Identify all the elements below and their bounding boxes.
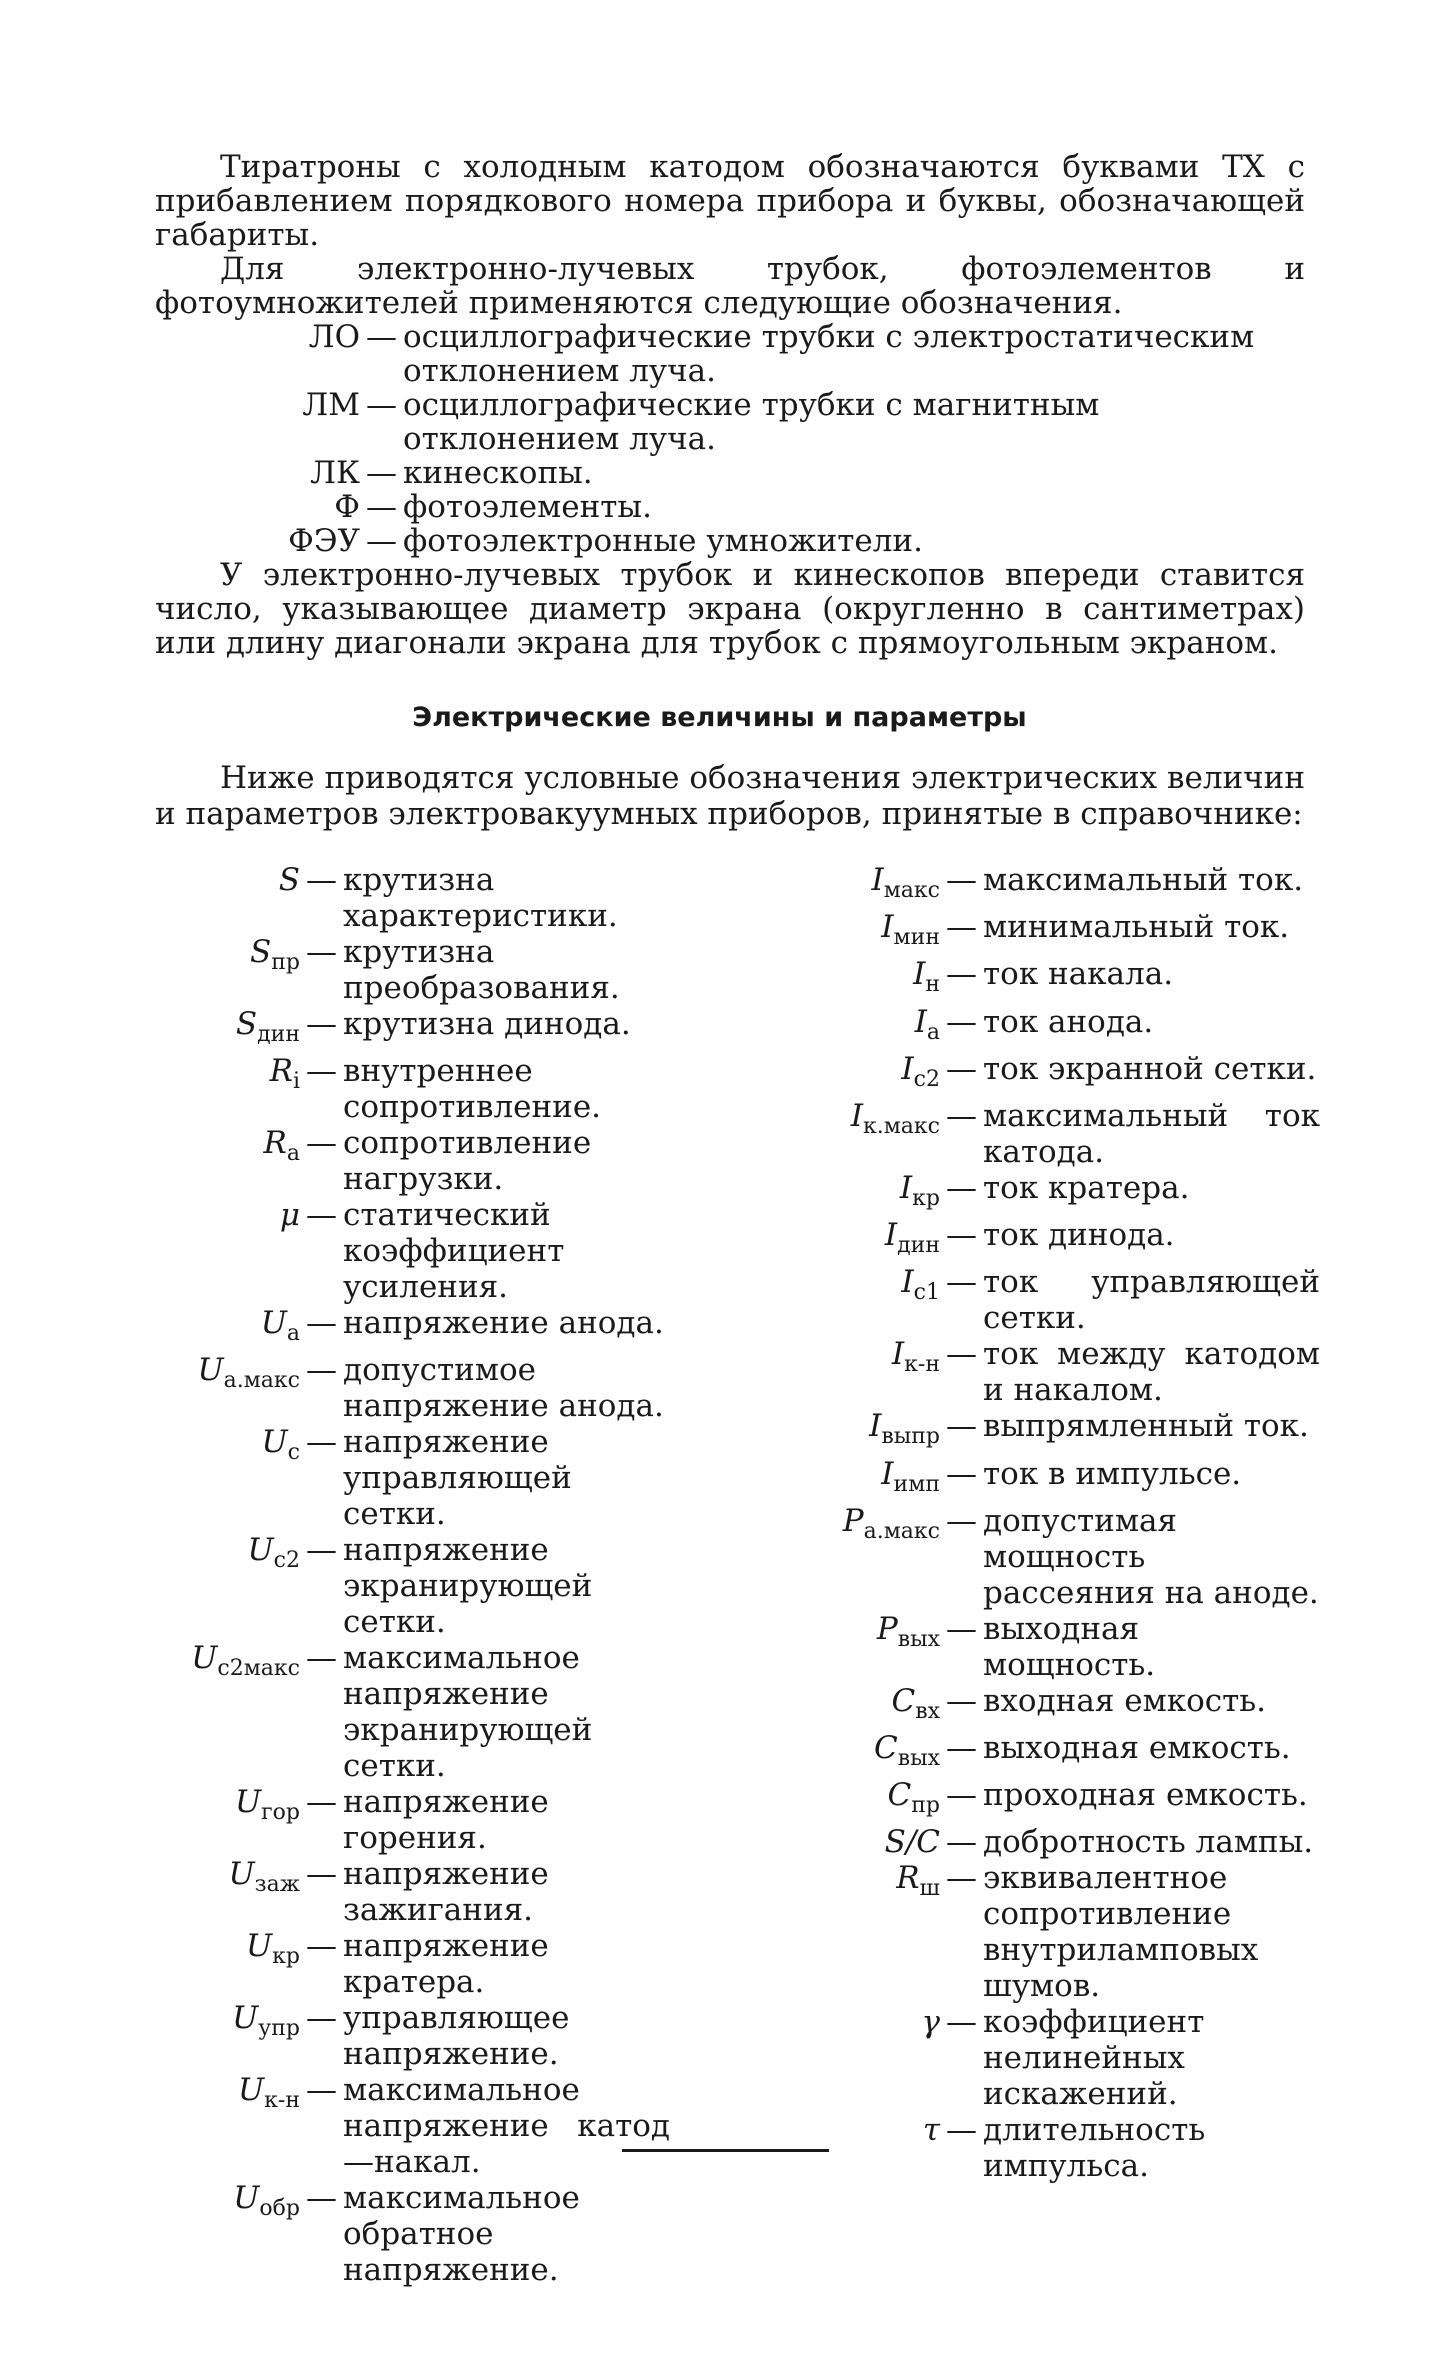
symbol-subscript: а <box>926 1019 940 1045</box>
symbol-letter: I <box>871 862 884 898</box>
symbol <box>800 1683 946 1730</box>
symbol-letter: U <box>247 1532 274 1569</box>
symbol-description: крутизна характеристики. <box>343 862 618 934</box>
symbol <box>800 1264 946 1336</box>
symbol <box>800 2004 946 2112</box>
symbol-subscript: гор <box>261 1800 300 1826</box>
symbol-letter: R <box>896 1860 920 1897</box>
symbol-entry <box>150 1928 670 2000</box>
abbreviation-key: ЛМ <box>302 387 360 423</box>
dash: — <box>366 455 397 491</box>
intro-paragraph-screen-size: У электронно-лучевых трубок и кинескопов впереди ставится число, указывающее диаметр экрана (округленно в сантиметрах) или длину диагонали экрана для трубок с прямоугольным экраном. <box>155 557 1305 661</box>
symbol-entry <box>800 1777 1320 1824</box>
symbol-description: ток динода. <box>983 1217 1175 1254</box>
symbol-description: допустимое напряжение анода. <box>343 1352 664 1425</box>
symbol-subscript: к-н <box>264 2088 300 2114</box>
symbol-description: проходная емкость. <box>983 1777 1308 1814</box>
symbol <box>800 1824 946 1860</box>
symbol-description: крутизна динода. <box>343 1006 631 1042</box>
dash: — <box>306 1784 337 1821</box>
symbol <box>150 1352 306 1424</box>
symbol-description: максимальное напряжение катод—накал. <box>343 2072 670 2181</box>
symbol-subscript: пр <box>911 1793 940 1819</box>
symbol-subscript: а.макс <box>223 1368 300 1394</box>
symbol-subscript: дин <box>897 1233 940 1259</box>
abbreviation-text: фотоэлементы. <box>403 489 652 525</box>
symbol-letter: I <box>850 1097 863 1134</box>
dash: — <box>366 319 397 355</box>
symbol <box>150 2180 306 2288</box>
symbol <box>800 1170 946 1217</box>
symbol-entry <box>800 1336 1320 1408</box>
symbol-subscript: вых <box>897 1626 940 1652</box>
dash: — <box>946 1729 977 1766</box>
symbol-entry <box>150 2000 670 2072</box>
symbol-subscript: выпр <box>881 1424 940 1450</box>
symbol-subscript: упр <box>258 2016 300 2042</box>
symbol-entry <box>150 862 670 934</box>
symbol-subscript: пр <box>271 950 300 976</box>
symbol <box>800 1777 946 1824</box>
dash: — <box>946 2112 977 2149</box>
section-heading: Электрические величины и параметры <box>412 702 1027 733</box>
symbol-subscript: заж <box>254 1872 300 1898</box>
symbol-description: ток экранной сетки. <box>983 1050 1317 1087</box>
dash: — <box>946 1264 977 1301</box>
symbol-description: длительность импульса. <box>983 2112 1206 2185</box>
symbol-description: ток накала. <box>983 956 1174 993</box>
symbol <box>150 1640 306 1784</box>
symbol-letter: S/C <box>884 1824 940 1861</box>
symbol-description: напряжение кратера. <box>343 1928 549 2001</box>
symbol-subscript: с1 <box>913 1280 940 1306</box>
symbol-description: напряжение зажигания. <box>343 1856 549 1929</box>
intro-paragraph-tubes: Для электронно-лучевых трубок, фотоэлементов и фотоумножителей применяются следующие обозначения. <box>155 251 1305 321</box>
abbreviation-text: осциллографические трубки с электростатическим отклонением луча. <box>403 319 1255 389</box>
symbol-subscript: а <box>286 1321 300 1347</box>
symbol-entry <box>800 1217 1320 1264</box>
symbol <box>800 956 946 1003</box>
symbol-entry <box>800 1611 1320 1683</box>
symbol-entry <box>150 1006 670 1053</box>
symbol <box>800 909 946 956</box>
symbols-column-right <box>800 862 1320 2184</box>
dash: — <box>946 1336 977 1373</box>
symbol-letter: U <box>261 1424 288 1461</box>
dash: — <box>946 1610 977 1647</box>
symbol-description: минимальный ток. <box>983 909 1290 946</box>
symbol-description: эквивалентное сопротивление внутриламповых шумов. <box>983 1860 1259 2005</box>
abbreviation-item <box>155 456 1305 490</box>
symbol-letter: R <box>263 1125 287 1162</box>
symbol-subscript: ш <box>919 1876 940 1902</box>
dash: — <box>946 956 977 993</box>
symbol <box>150 1197 306 1305</box>
symbol-entry <box>150 1856 670 1928</box>
symbol-subscript: обр <box>259 2196 300 2222</box>
symbol <box>150 1424 306 1532</box>
dash: — <box>946 1860 977 1897</box>
symbol-description: управляющее напряжение. <box>343 2000 570 2073</box>
symbol-description: входная емкость. <box>983 1682 1266 1719</box>
dash: — <box>946 1097 977 1134</box>
symbol-description: максимальный ток. <box>983 862 1304 898</box>
symbol-letter: I <box>881 1455 894 1492</box>
symbol-letter: U <box>197 1352 224 1389</box>
symbol-entry <box>150 1532 670 1640</box>
symbol <box>150 1856 306 1928</box>
abbreviation-key: ЛО <box>308 319 360 355</box>
symbol-entry <box>800 1503 1320 1611</box>
symbol-entry <box>150 1125 670 1197</box>
symbol <box>150 1305 306 1352</box>
symbol-letter: U <box>191 1640 218 1677</box>
symbol-description: сопротивление нагрузки. <box>343 1125 592 1198</box>
symbol-entry <box>150 2180 670 2288</box>
symbol-description: допустимая мощность рассеяния на аноде. <box>983 1502 1319 1611</box>
symbol-letter: I <box>891 1336 905 1373</box>
symbol-letter: R <box>269 1053 293 1090</box>
symbol-entry <box>150 1352 670 1424</box>
symbol-entry <box>800 1170 1320 1217</box>
symbol-description: ток кратера. <box>983 1169 1190 1206</box>
symbol-subscript: вх <box>915 1698 940 1724</box>
dash: — <box>366 387 397 423</box>
dash: — <box>946 909 977 946</box>
intro-paragraph-thyratrons: Тиратроны с холодным катодом обозначаются буквами ТХ с прибавлением порядкового номера прибора и буквы, обозначающей габариты. <box>155 149 1305 253</box>
dash: — <box>306 2072 337 2109</box>
symbol-entry <box>150 1424 670 1532</box>
dash: — <box>946 1824 977 1861</box>
abbreviation-item <box>155 320 1305 388</box>
symbol <box>800 862 946 909</box>
symbol-subscript: с2 <box>273 1548 300 1574</box>
symbol-letter: I <box>914 1003 927 1040</box>
symbol-letter: U <box>238 2072 265 2109</box>
symbol-letter: U <box>260 1305 287 1342</box>
symbol <box>800 1051 946 1098</box>
symbol-description: напряжение экранирующей сетки. <box>343 1532 593 1641</box>
symbol-description: напряжение горения. <box>343 1784 549 1857</box>
dash: — <box>306 1197 337 1234</box>
symbol-entry <box>150 1053 670 1125</box>
abbreviation-key: ЛК <box>310 455 360 491</box>
symbol-subscript: кр <box>912 1186 940 1212</box>
symbol-entry <box>150 934 670 1006</box>
symbol-letter: P <box>876 1610 898 1647</box>
symbol-entry <box>800 1860 1320 2004</box>
symbol-entry <box>800 909 1320 956</box>
symbol-description: ток управляющей сетки. <box>983 1264 1320 1337</box>
symbol <box>150 862 306 934</box>
dash: — <box>306 1006 337 1042</box>
abbreviation-key: ФЭУ <box>288 523 360 559</box>
symbol-letter: C <box>873 1729 898 1766</box>
symbol <box>150 1006 306 1053</box>
symbol-description: максимальное напряжение экранирующей сетки. <box>343 1640 593 1785</box>
symbol <box>800 1408 946 1455</box>
end-rule <box>622 2149 829 2152</box>
symbol-letter: U <box>235 1784 262 1821</box>
dash: — <box>946 1777 977 1814</box>
dash: — <box>366 489 397 525</box>
symbol-entry <box>800 1456 1320 1503</box>
symbol-description: крутизна преобразования. <box>343 934 620 1006</box>
symbol-subscript: кр <box>272 1944 300 1970</box>
dash: — <box>946 1050 977 1087</box>
symbol-entry <box>800 1051 1320 1098</box>
symbol <box>800 1611 946 1683</box>
symbol <box>800 1336 946 1408</box>
abbreviation-text: кинескопы. <box>403 455 593 491</box>
dash: — <box>366 523 397 559</box>
symbol-letter: μ <box>279 1197 300 1234</box>
dash: — <box>946 2004 977 2041</box>
dash: — <box>946 1169 977 1206</box>
intro-section <box>155 150 1305 660</box>
dash: — <box>946 1003 977 1040</box>
symbol-entry <box>150 1197 670 1305</box>
symbol-letter: I <box>913 956 926 993</box>
dash: — <box>306 1352 337 1389</box>
symbol-description: статический коэффициент усиления. <box>343 1197 565 1306</box>
symbol-description: добротность лампы. <box>983 1824 1314 1861</box>
symbol-description: внутреннее сопротивление. <box>343 1053 602 1126</box>
symbol <box>150 1928 306 2000</box>
dash: — <box>306 2180 337 2217</box>
symbol-entry <box>800 1683 1320 1730</box>
symbol-description: максимальный ток катода. <box>983 1097 1320 1170</box>
symbol <box>150 1784 306 1856</box>
symbol <box>150 2000 306 2072</box>
symbol <box>150 1053 306 1125</box>
symbol-subscript: макс <box>883 878 940 904</box>
abbreviation-text: осциллографические трубки с магнитным отклонением луча. <box>403 387 1100 457</box>
symbol-letter: U <box>232 2000 259 2037</box>
symbol-letter: C <box>891 1682 916 1719</box>
dash: — <box>306 1928 337 1965</box>
symbol-letter: I <box>884 1217 898 1254</box>
symbol-description: выходная мощность. <box>983 1610 1156 1683</box>
symbol-entry <box>150 2072 670 2180</box>
symbol-letter: S <box>235 1006 258 1042</box>
symbol <box>800 1456 946 1503</box>
symbol-subscript: с2 <box>913 1066 940 1092</box>
symbol-entry <box>150 1305 670 1352</box>
symbol <box>800 1217 946 1264</box>
symbol-letter: C <box>887 1777 912 1814</box>
dash: — <box>306 1053 337 1090</box>
symbol-subscript: а <box>286 1141 300 1167</box>
symbol-entry <box>800 2112 1320 2184</box>
dash: — <box>306 862 337 898</box>
dash: — <box>306 1640 337 1677</box>
symbol-letter: S <box>250 934 272 970</box>
abbreviation-item <box>155 524 1305 558</box>
symbol-entry <box>800 1264 1320 1336</box>
symbol-entry <box>150 1640 670 1784</box>
dash: — <box>946 1217 977 1254</box>
symbol-letter: U <box>228 1856 255 1893</box>
symbol-subscript: с2макс <box>217 1656 300 1682</box>
symbol-description: напряжение анода. <box>343 1305 664 1342</box>
symbol-entry <box>800 1730 1320 1777</box>
symbol-description: максимальное обратное напряжение. <box>343 2180 580 2289</box>
symbol-subscript: i <box>292 1069 300 1095</box>
symbol-subscript: вых <box>897 1746 940 1772</box>
symbol <box>800 1860 946 2004</box>
dash: — <box>306 1125 337 1162</box>
symbol <box>150 2072 306 2180</box>
symbol <box>800 1098 946 1170</box>
symbol-subscript: а.макс <box>863 1518 940 1544</box>
abbreviation-item <box>155 490 1305 524</box>
symbol-subscript: имп <box>893 1471 940 1497</box>
dash: — <box>306 934 337 970</box>
symbol-letter: τ <box>922 2112 940 2149</box>
symbol-description: ток анода. <box>983 1003 1154 1040</box>
dash: — <box>306 1532 337 1569</box>
symbol-letter: U <box>233 2180 260 2217</box>
symbol-entry <box>800 2004 1320 2112</box>
symbol-subscript: к.макс <box>862 1114 940 1140</box>
symbol-entry <box>800 1004 1320 1051</box>
dash: — <box>306 1305 337 1342</box>
symbol-entry <box>150 1784 670 1856</box>
dash: — <box>946 1408 977 1445</box>
abbreviation-text: фотоэлектронные умножители. <box>403 523 923 559</box>
symbol-letter: U <box>246 1928 273 1965</box>
symbol-subscript: мин <box>893 925 940 951</box>
symbol-description: коэффициент нелинейных искажений. <box>983 2004 1205 2113</box>
dash: — <box>946 1682 977 1719</box>
symbol-letter: I <box>899 1169 913 1206</box>
abbreviation-item <box>155 388 1305 456</box>
symbol-description: ток в импульсе. <box>983 1455 1242 1492</box>
symbol-entry <box>800 1408 1320 1455</box>
symbol-letter: S <box>278 862 300 898</box>
symbol <box>150 1125 306 1197</box>
abbreviation-key: Ф <box>334 489 360 525</box>
symbol-subscript: к-н <box>904 1352 940 1378</box>
symbol-description: выпрямленный ток. <box>983 1408 1309 1445</box>
symbol-subscript: н <box>925 972 940 998</box>
dash: — <box>946 1502 977 1539</box>
dash: — <box>306 1856 337 1893</box>
symbol-letter: γ <box>921 2004 940 2041</box>
symbol <box>150 934 306 1006</box>
abbreviation-list <box>155 320 1305 558</box>
symbol <box>800 1503 946 1611</box>
symbol-description: напряжение управляющей сетки. <box>343 1424 572 1533</box>
dash: — <box>306 1424 337 1461</box>
symbol-letter: I <box>881 909 894 946</box>
dash: — <box>946 1455 977 1492</box>
symbol <box>150 1532 306 1640</box>
symbol-entry <box>800 862 1320 909</box>
symbol <box>800 1730 946 1777</box>
dash: — <box>306 2000 337 2037</box>
symbol-letter: I <box>901 1050 914 1087</box>
symbol-description: ток между катодом и накалом. <box>983 1336 1320 1409</box>
symbol-description: выходная емкость. <box>983 1729 1291 1766</box>
symbol-entry <box>800 1824 1320 1860</box>
symbol-letter: I <box>869 1408 882 1445</box>
symbol-entry <box>800 956 1320 1003</box>
symbol-subscript: дин <box>257 1022 300 1048</box>
symbol-letter: I <box>901 1264 914 1301</box>
symbol-entry <box>800 1098 1320 1170</box>
symbol-subscript: с <box>287 1440 300 1466</box>
symbols-column-left <box>150 862 670 2288</box>
symbol <box>800 1004 946 1051</box>
symbol-letter: P <box>842 1502 864 1539</box>
lead-paragraph: Ниже приводятся условные обозначения электрических величин и параметров электровакуумных приборов, принятые в справочнике: <box>155 760 1305 832</box>
dash: — <box>946 862 977 898</box>
